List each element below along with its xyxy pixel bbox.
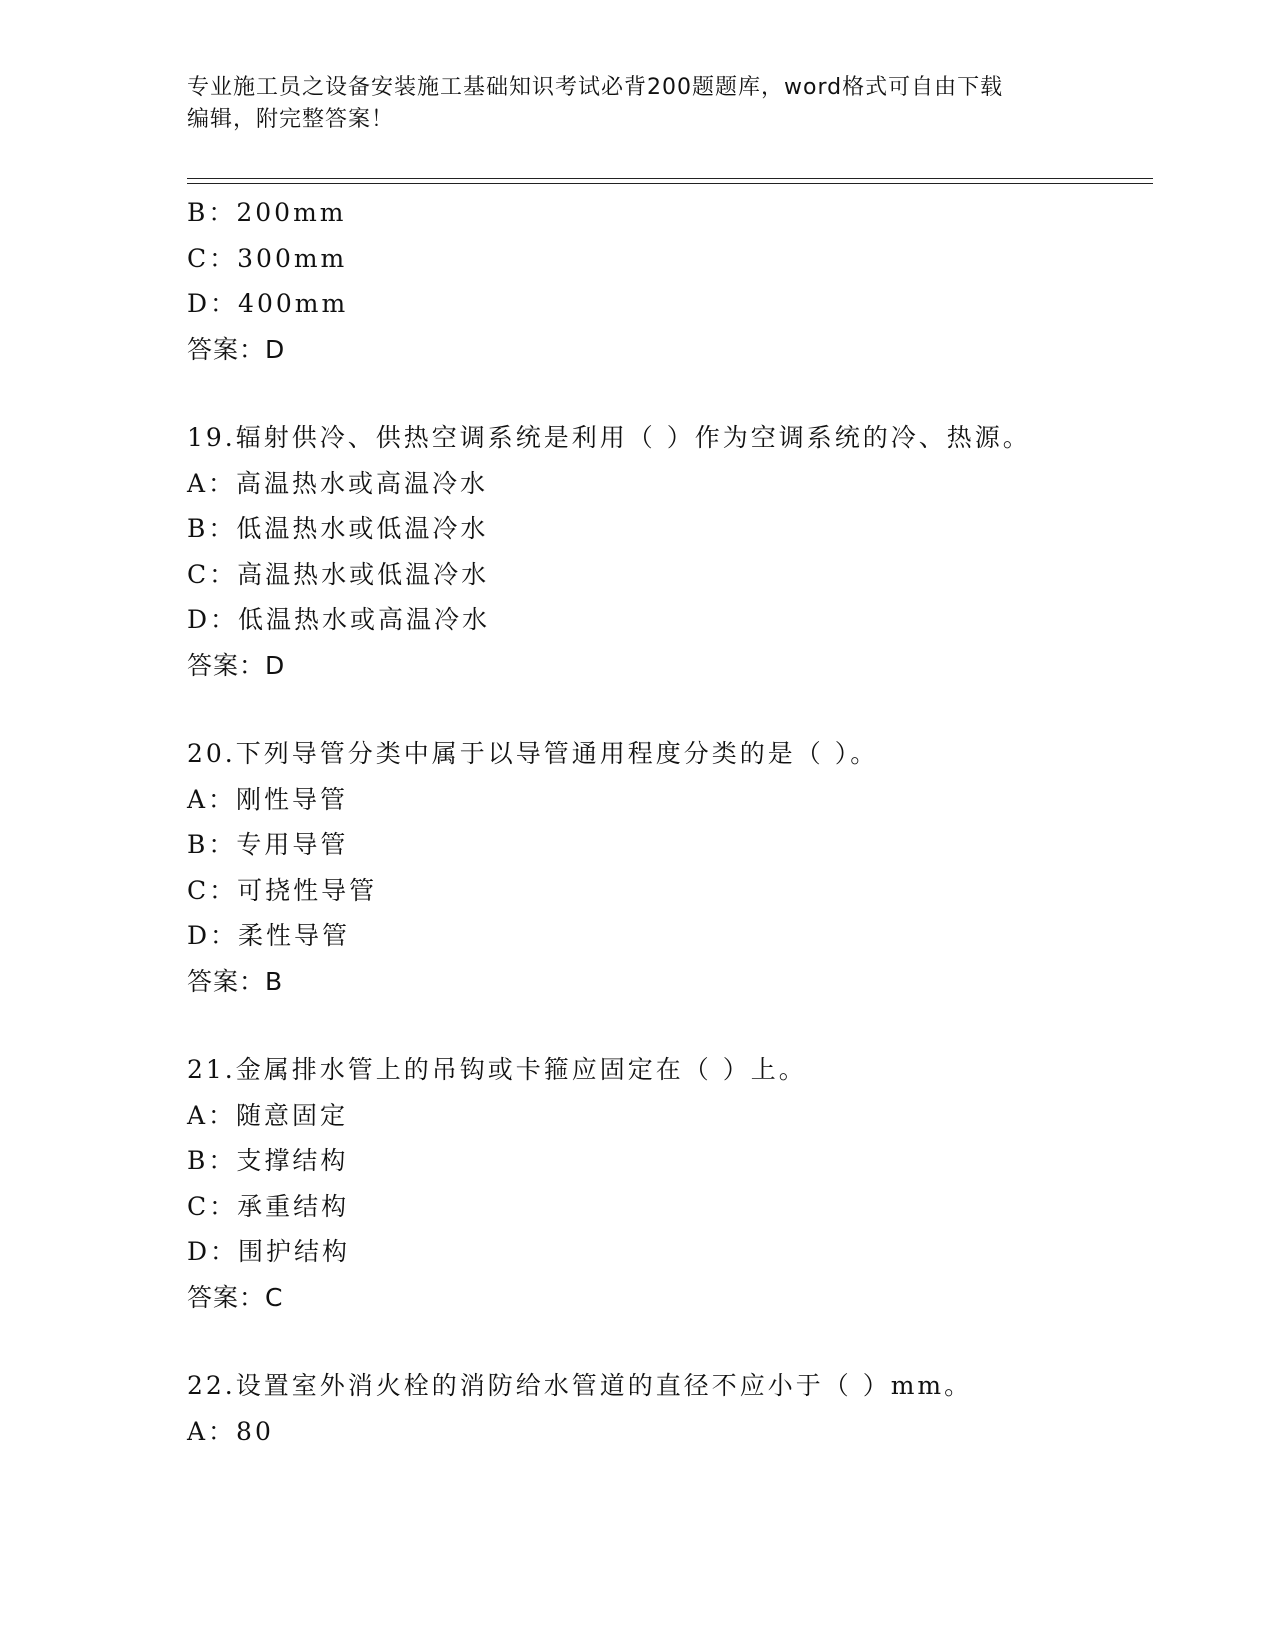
option-d: D：柔性导管 <box>187 921 351 950</box>
option-d: D：围护结构 <box>187 1237 351 1266</box>
question-stem: 21.金属排水管上的吊钩或卡箍应固定在（ ）上。 <box>187 1055 807 1084</box>
question-block-18 <box>187 190 1153 372</box>
answer: 答案：C <box>187 1282 284 1312</box>
question-list <box>187 190 1153 1454</box>
option-b: B：专用导管 <box>187 830 349 859</box>
option-d: D：低温热水或高温冷水 <box>187 605 491 634</box>
answer: 答案：B <box>187 966 284 996</box>
header-line-1: 专业施工员之设备安装施工基础知识考试必背200题题库，word格式可自由下载 <box>187 75 1004 100</box>
question-block-22 <box>187 1363 1153 1454</box>
option-b: B：200mm <box>187 198 347 227</box>
option-c: C：可挠性导管 <box>187 875 378 905</box>
header-rule-top <box>187 178 1153 179</box>
question-stem: 20.下列导管分类中属于以导管通用程度分类的是（ ）。 <box>187 739 879 768</box>
question-stem: 19.辐射供冷、供热空调系统是利用（ ）作为空调系统的冷、热源。 <box>187 423 1031 452</box>
question-block-20 <box>187 731 1153 1004</box>
option-a: A：刚性导管 <box>187 784 349 814</box>
option-a: A：高温热水或高温冷水 <box>187 468 489 498</box>
option-c: C：高温热水或低温冷水 <box>187 559 490 589</box>
option-c: C：300mm <box>187 243 348 273</box>
option-c: C：承重结构 <box>187 1191 350 1221</box>
header-line-2: 编辑，附完整答案！ <box>187 107 395 132</box>
option-b: B：低温热水或低温冷水 <box>187 514 489 543</box>
option-a: A：80 <box>187 1416 274 1446</box>
option-d: D：400mm <box>187 289 349 318</box>
answer: 答案：D <box>187 334 286 364</box>
answer: 答案：D <box>187 650 286 680</box>
question-block-19 <box>187 415 1153 688</box>
header-rule-bottom <box>187 183 1153 184</box>
option-b: B：支撑结构 <box>187 1146 349 1175</box>
question-stem: 22.设置室外消火栓的消防给水管道的直径不应小于（ ）mm。 <box>187 1371 973 1400</box>
option-a: A：随意固定 <box>187 1100 349 1130</box>
document-header <box>187 72 1067 136</box>
question-block-21 <box>187 1047 1153 1320</box>
